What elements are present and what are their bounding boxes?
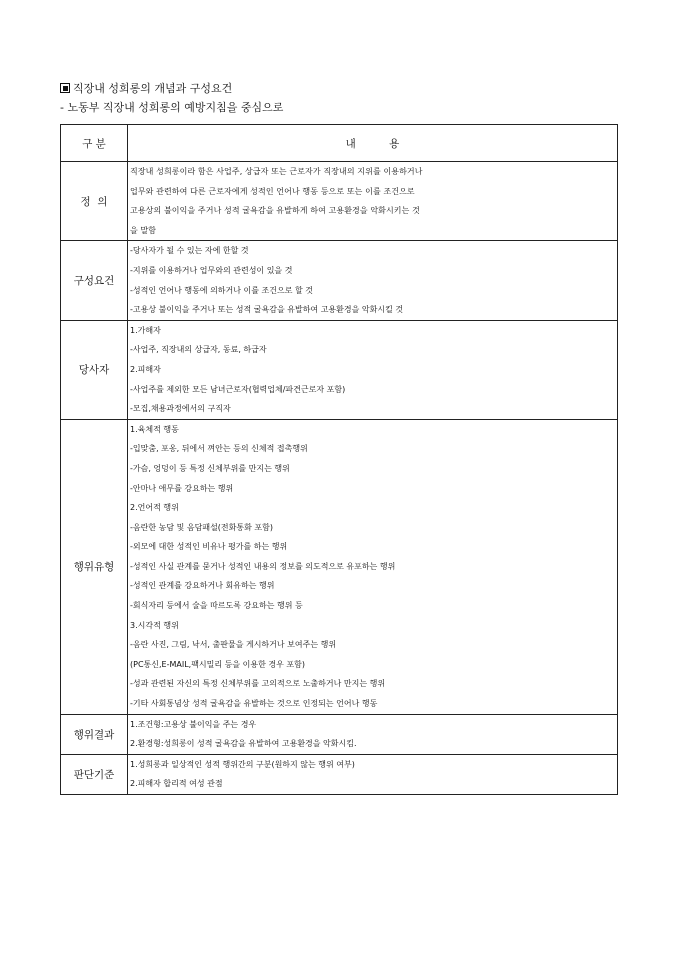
content-line: 1.가해자 [130, 325, 161, 335]
row-content-behavior-types [128, 419, 618, 714]
content-line: -성적인 언어나 행동에 의하거나 이를 조건으로 할 것 [130, 285, 313, 295]
content-line: -외모에 대한 성적인 비유나 평가를 하는 행위 [130, 542, 288, 552]
row-content-behavior-results [128, 714, 618, 754]
row-content-requirements [128, 241, 618, 320]
content-line: 을 말함 [130, 225, 157, 235]
content-line: (PC통신,E-MAIL,팩시밀리 등을 이용한 경우 포함) [130, 659, 305, 669]
content-line: -성적인 관계를 강요하거나 회유하는 행위 [130, 581, 275, 591]
document-subheading: - 노동부 직장내 성희롱의 예방지침을 중심으로 [60, 101, 284, 114]
content-line: -기타 사회통념상 성적 굴욕감을 유발하는 것으로 인정되는 언어나 행동 [130, 699, 378, 709]
content-line: -성적인 사실 관계를 묻거나 성적인 내용의 정보를 의도적으로 유포하는 행위 [130, 561, 396, 571]
content-line: -사업주, 직장내의 상급자, 동료, 하급자 [130, 345, 267, 355]
content-line: -음란한 농담 및 음담패설(전화통화 포함) [130, 522, 273, 532]
row-label-requirements: 구성요건 [61, 241, 128, 320]
table-row [61, 241, 618, 320]
document-heading [60, 81, 232, 97]
content-line: -사업주를 제외한 모든 남녀근로자(협력업체/파견근로자 포함) [130, 384, 346, 394]
content-line: 1.육체적 행동 [130, 424, 179, 434]
content-line: -성과 관련된 자신의 특정 신체부위를 고의적으로 노출하거나 만지는 행위 [130, 679, 386, 689]
content-line: 2.언어적 행위 [130, 503, 179, 513]
content-line: -당사자가 될 수 있는 자에 한할 것 [130, 246, 249, 256]
content-line: 고용상의 불이익을 주거나 성적 굴욕감을 유발하게 하여 고용환경을 악화시키는 것 [130, 206, 420, 216]
content-line: 직장내 성희롱이라 함은 사업주, 상급자 또는 근로자가 직장내의 지위를 이용하거나 [130, 167, 423, 176]
row-content-judgment-criteria [128, 754, 618, 794]
row-label-behavior-results: 행위결과 [61, 714, 128, 754]
content-line: -지위를 이용하거나 업무와의 관련성이 있을 것 [130, 265, 293, 275]
table-row [61, 714, 618, 754]
header-category: 구 분 [61, 125, 128, 162]
heading-text: 직장내 성희롱의 개념과 구성요건 [73, 82, 233, 95]
content-line: -회식자리 등에서 술을 따르도록 강요하는 행위 등 [130, 601, 303, 611]
row-label-judgment-criteria: 판단기준 [61, 754, 128, 794]
row-content-definition [128, 162, 618, 241]
table-row [61, 754, 618, 794]
content-line: 2.피해자 [130, 364, 161, 374]
content-line: 업무와 관련하여 다른 근로자에게 성적인 언어나 행동 등으로 또는 이를 조건으로 [130, 186, 415, 196]
table-header-row [61, 125, 618, 162]
row-label-definition: 정 의 [61, 162, 128, 241]
content-line: 1.조건형:고용상 불이익을 주는 경우 [130, 719, 257, 729]
row-label-parties: 당사자 [61, 320, 128, 419]
table-row [61, 162, 618, 241]
content-line: 1.성희롱과 일상적인 성적 행위간의 구분(원하지 않는 행위 여부) [130, 759, 355, 769]
content-line: 2.환경형:성희롱이 성적 굴욕감을 유발하여 고용환경을 악화시킴. [130, 739, 357, 749]
content-line: -고용상 불이익을 주거나 또는 성적 굴욕감을 유발하여 고용환경을 악화시킬 것 [130, 305, 404, 315]
content-line: 3.시각적 행위 [130, 620, 179, 630]
content-line: -안마나 애무를 강요하는 행위 [130, 483, 234, 493]
content-line: -모집,채용과정에서의 구직자 [130, 404, 231, 414]
header-contents: 내 용 [128, 125, 618, 162]
content-line: 2.피해자 합리적 여성 관점 [130, 779, 223, 789]
content-line: -입맞춤, 포옹, 뒤에서 껴안는 등의 신체적 접촉행위 [130, 444, 308, 454]
harassment-definition-table [60, 124, 618, 795]
table-row [61, 419, 618, 714]
row-content-parties [128, 320, 618, 419]
row-label-behavior-types: 행위유형 [61, 419, 128, 714]
content-line: -가슴, 엉덩이 등 특정 신체부위를 만지는 행위 [130, 463, 290, 473]
filled-square-bullet-icon [60, 83, 70, 93]
table-row [61, 320, 618, 419]
content-line: -음란 사진, 그림, 낙서, 출판물을 게시하거나 보여주는 행위 [130, 640, 337, 650]
